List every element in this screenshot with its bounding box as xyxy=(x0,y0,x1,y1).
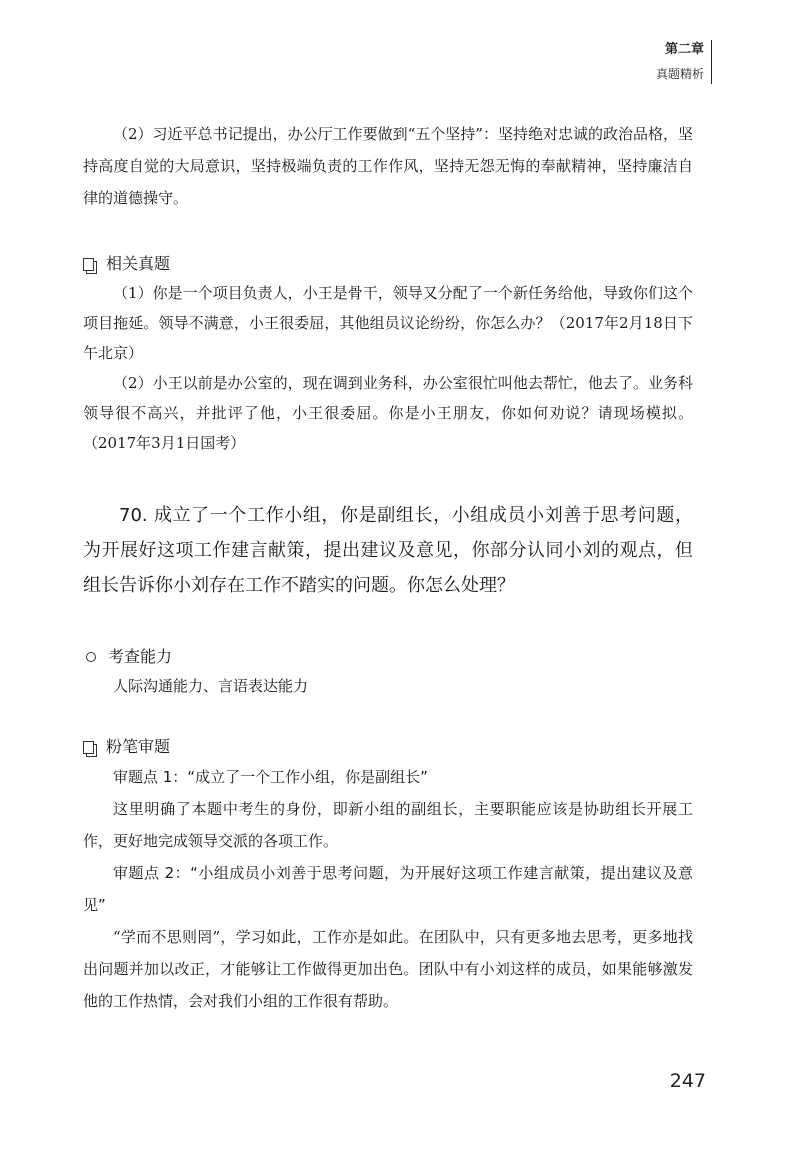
running-header xyxy=(656,38,704,86)
related-item: （1）你是一个项目负责人，小王是骨干，领导又分配了一个新任务给他，导致你们这个项目拖延。领导不满意，小王很委屈，其他组员议论纷纷，你怎么办？（2017年2月18日下午北京） xyxy=(83,284,693,362)
analysis-point-label: 审题点 1：“成立了一个工作小组，你是副组长” xyxy=(113,768,428,786)
analysis-heading xyxy=(83,733,693,761)
document-icon xyxy=(83,741,94,754)
page-content xyxy=(83,118,693,1017)
analysis-title: 粉笔审题 xyxy=(106,737,171,756)
intro-paragraph: （2）习近平总书记提出，办公厅工作要做到“五个坚持”：坚持绝对忠诚的政治品格，坚持高度自觉的大局意识，坚持极端负责的工作作风，坚持无怨无悔的奉献精神，坚持廉洁自律的道德操守。 xyxy=(83,125,693,207)
related-heading xyxy=(83,250,693,278)
ability-text: 人际沟通能力、言语表达能力 xyxy=(113,677,309,695)
target-icon xyxy=(86,652,96,662)
analysis-point-text: 这里明确了本题中考生的身份，即新小组的副组长，主要职能应该是协助组长开展工作，更好地完成领导交派的各项工作。 xyxy=(83,800,693,850)
analysis-point-label: 审题点 2：“小组成员小刘善于思考问题，为开展好这项工作建言献策，提出建议及意见” xyxy=(83,864,693,914)
related-item: （2）小王以前是办公室的，现在调到业务科，办公室很忙叫他去帮忙，他去了。业务科领导很不高兴，并批评了他，小王很委屈。你是小王朋友，你如何劝说？请现场模拟。（2017年3月1日国考） xyxy=(83,374,693,452)
document-icon xyxy=(83,258,94,271)
related-title: 相关真题 xyxy=(106,254,171,273)
ability-title: 考查能力 xyxy=(108,647,173,666)
header-rule xyxy=(711,40,712,84)
question-text: 70. 成立了一个工作小组，你是副组长，小组成员小刘善于思考问题，为开展好这项工作建言献策，提出建议及意见，你部分认同小刘的观点，但组长告诉你小刘存在工作不踏实的问题。你怎么处理？ xyxy=(83,505,693,596)
section-title: 真题精析 xyxy=(655,67,704,81)
analysis-point-text: “学而不思则罔”，学习如此，工作亦是如此。在团队中，只有更多地去思考，更多地找出问题并加以改正，才能够让工作做得更加出色。团队中有小刘这样的成员，如果能够激发他的工作热情，会对我们小组的工作很有帮助。 xyxy=(83,928,693,1010)
chapter-title: 第二章 xyxy=(664,42,704,57)
page-number: 247 xyxy=(669,1070,706,1092)
ability-heading xyxy=(83,643,693,671)
